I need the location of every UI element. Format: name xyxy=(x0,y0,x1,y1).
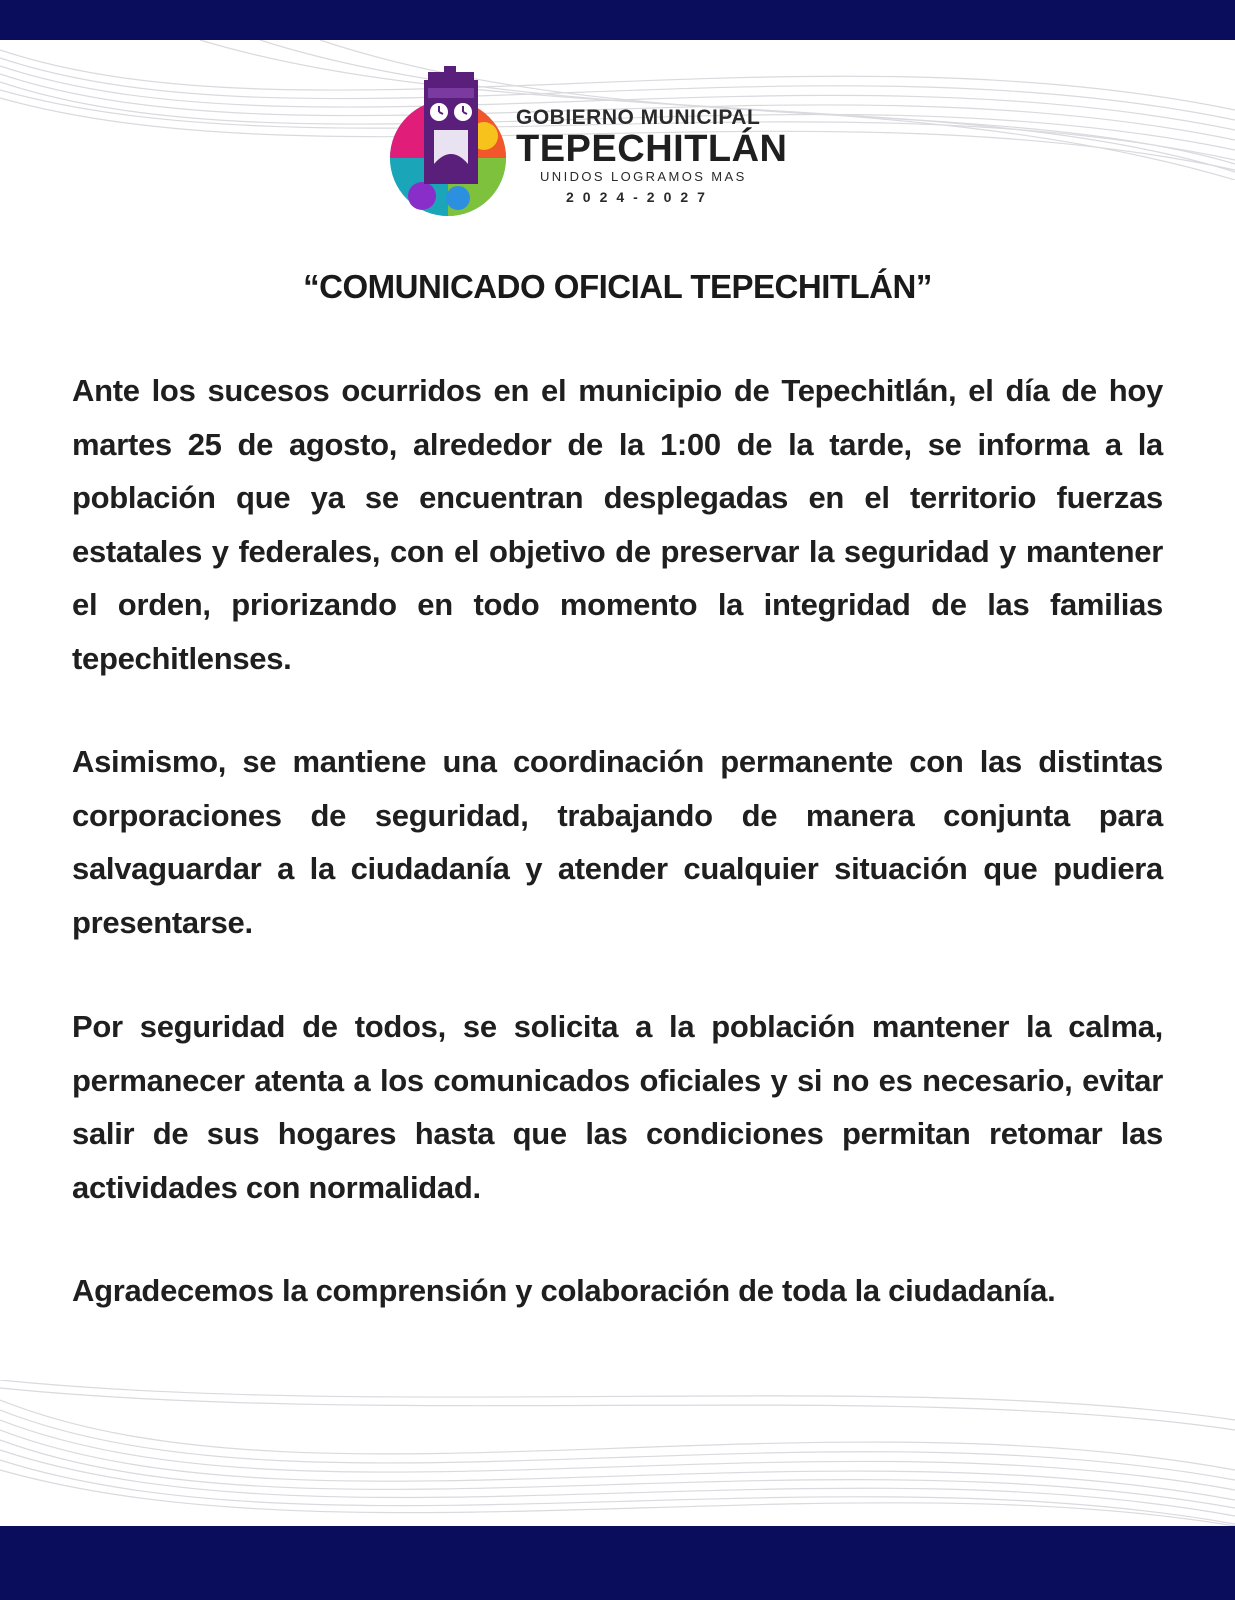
top-band xyxy=(0,0,1235,40)
logo-term-years: 2024-2027 xyxy=(566,189,714,205)
document-title: “COMUNICADO OFICIAL TEPECHITLÁN” xyxy=(303,268,932,305)
logo-text xyxy=(516,106,816,208)
paragraph-3 xyxy=(72,1000,1163,1214)
logo-municipality-name: TEPECHITLÁN xyxy=(516,128,788,170)
logo-government-label: GOBIERNO MUNICIPAL xyxy=(516,106,761,129)
paragraph-text: Por seguridad de todos, se solicita a la población mantener la calma, permanecer atenta a los comunicados oficiales y si no es necesario, evitar salir de sus hogares hasta que las condiciones permitan retomar las actividades con normalidad. xyxy=(72,1009,1163,1205)
clock-tower-emblem-icon xyxy=(388,66,508,226)
municipal-logo xyxy=(388,66,828,226)
paragraph-text: Ante los sucesos ocurridos en el municipio de Tepechitlán, el día de hoy martes 25 de agosto, alrededor de la 1:00 de la tarde, se informa a la población que ya se encuentran desplegadas en el territorio fuerzas estatales y federales, con el objetivo de preservar la seguridad y mantener el orden, priorizando en todo momento la integridad de las familias tepechitlenses. xyxy=(72,373,1163,676)
paragraph-2 xyxy=(72,735,1163,949)
paragraph-1 xyxy=(72,364,1163,685)
paragraph-4 xyxy=(72,1264,1163,1318)
bottom-band xyxy=(0,1526,1235,1600)
bottom-wave-decoration xyxy=(0,1380,1235,1526)
logo-slogan: UNIDOS LOGRAMOS MAS xyxy=(540,169,747,184)
paragraph-text: Asimismo, se mantiene una coordinación permanente con las distintas corporaciones de seguridad, trabajando de manera conjunta para salvaguardar a la ciudadanía y atender cualquier situación que pudiera presentarse. xyxy=(72,744,1163,940)
paragraph-text: Agradecemos la comprensión y colaboración de toda la ciudadanía. xyxy=(72,1273,1056,1308)
